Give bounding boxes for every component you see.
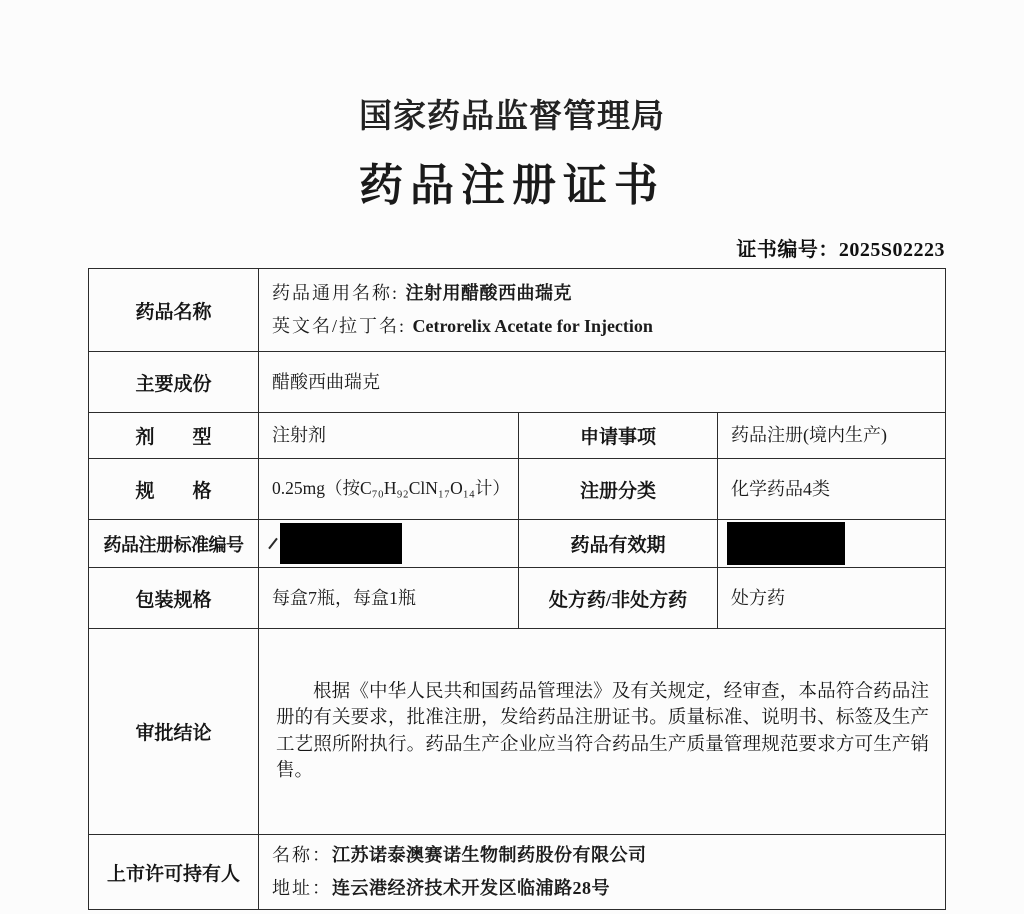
row-main-ingredient — [89, 352, 946, 413]
row-dosage-application — [89, 413, 946, 459]
generic-name-line — [272, 277, 932, 310]
application-item-label: 申请事项 — [519, 413, 718, 459]
agency-title: 国家药品监督管理局 — [359, 97, 665, 134]
main-ingredient-label: 主要成份 — [89, 352, 259, 413]
standard-no-value-cell — [259, 520, 519, 568]
license-holder-label: 上市许可持有人 — [89, 835, 259, 910]
generic-name-value: 注射用醋酸西曲瑞克 — [405, 283, 573, 303]
approval-conclusion-cell — [259, 629, 946, 835]
holder-name-label: 名称： — [272, 845, 332, 865]
standard-no-label: 药品注册标准编号 — [89, 520, 259, 568]
dosage-form-label: 剂 型 — [89, 413, 259, 459]
license-holder-cell — [259, 835, 946, 910]
dosage-form-value: 注射剂 — [259, 413, 519, 459]
row-approval-conclusion — [89, 629, 946, 835]
rx-otc-label: 处方药/非处方药 — [519, 568, 718, 629]
registration-category-label: 注册分类 — [519, 459, 718, 520]
certificate-number-label: 证书编号： — [736, 239, 839, 261]
certificate-table — [88, 268, 946, 910]
row-standard-validity — [89, 520, 946, 568]
holder-address-label: 地址： — [272, 878, 332, 898]
package-spec-label: 包装规格 — [89, 568, 259, 629]
redaction-box-validity — [727, 522, 845, 565]
application-item-value: 药品注册(境内生产) — [718, 413, 946, 459]
stray-pen-mark — [268, 538, 278, 549]
validity-period-value-cell — [718, 520, 946, 568]
redaction-box-standard-no — [280, 523, 402, 564]
holder-address-line — [272, 872, 932, 905]
validity-period-label: 药品有效期 — [519, 520, 718, 568]
holder-name-line — [272, 839, 932, 872]
package-spec-value: 每盒7瓶，每盒1瓶 — [259, 568, 519, 629]
holder-name-value: 江苏诺泰澳赛诺生物制药股份有限公司 — [332, 845, 647, 865]
approval-conclusion-label: 审批结论 — [89, 629, 259, 835]
english-name-label: 英文名/拉丁名: — [272, 316, 413, 336]
holder-address-value: 连云港经济技术开发区临浦路28号 — [332, 878, 610, 898]
registration-category-value: 化学药品4类 — [718, 459, 946, 520]
specification-value: 0.25mg（按C₇₀H₉₂ClN₁₇O₁₄计） — [259, 459, 519, 520]
approval-conclusion-text: 根据《中华人民共和国药品管理法》及有关规定，经审查，本品符合药品注册的有关要求，批准注册，发给药品注册证书。质量标准、说明书、标签及生产工艺照所附执行。药品生产企业应当符合药品生产质量管理规范要求方可生产销售。 — [276, 681, 930, 781]
main-ingredient-value: 醋酸西曲瑞克 — [259, 352, 946, 413]
english-name-value: Cetrorelix Acetate for Injection — [412, 316, 653, 336]
row-package-rx — [89, 568, 946, 629]
rx-otc-value: 处方药 — [718, 568, 946, 629]
row-drug-name — [89, 269, 946, 352]
certificate-number-value: 2025S02223 — [838, 239, 945, 261]
document-title: 药品注册证书 — [359, 161, 665, 210]
row-spec-category — [89, 459, 946, 520]
generic-name-label: 药品通用名称: — [272, 283, 406, 303]
drug-name-value-cell — [259, 269, 946, 352]
row-license-holder — [89, 835, 946, 910]
certificate-number — [736, 233, 945, 262]
drug-name-label: 药品名称 — [89, 269, 259, 352]
specification-label: 规 格 — [89, 459, 259, 520]
english-name-line — [272, 310, 932, 343]
